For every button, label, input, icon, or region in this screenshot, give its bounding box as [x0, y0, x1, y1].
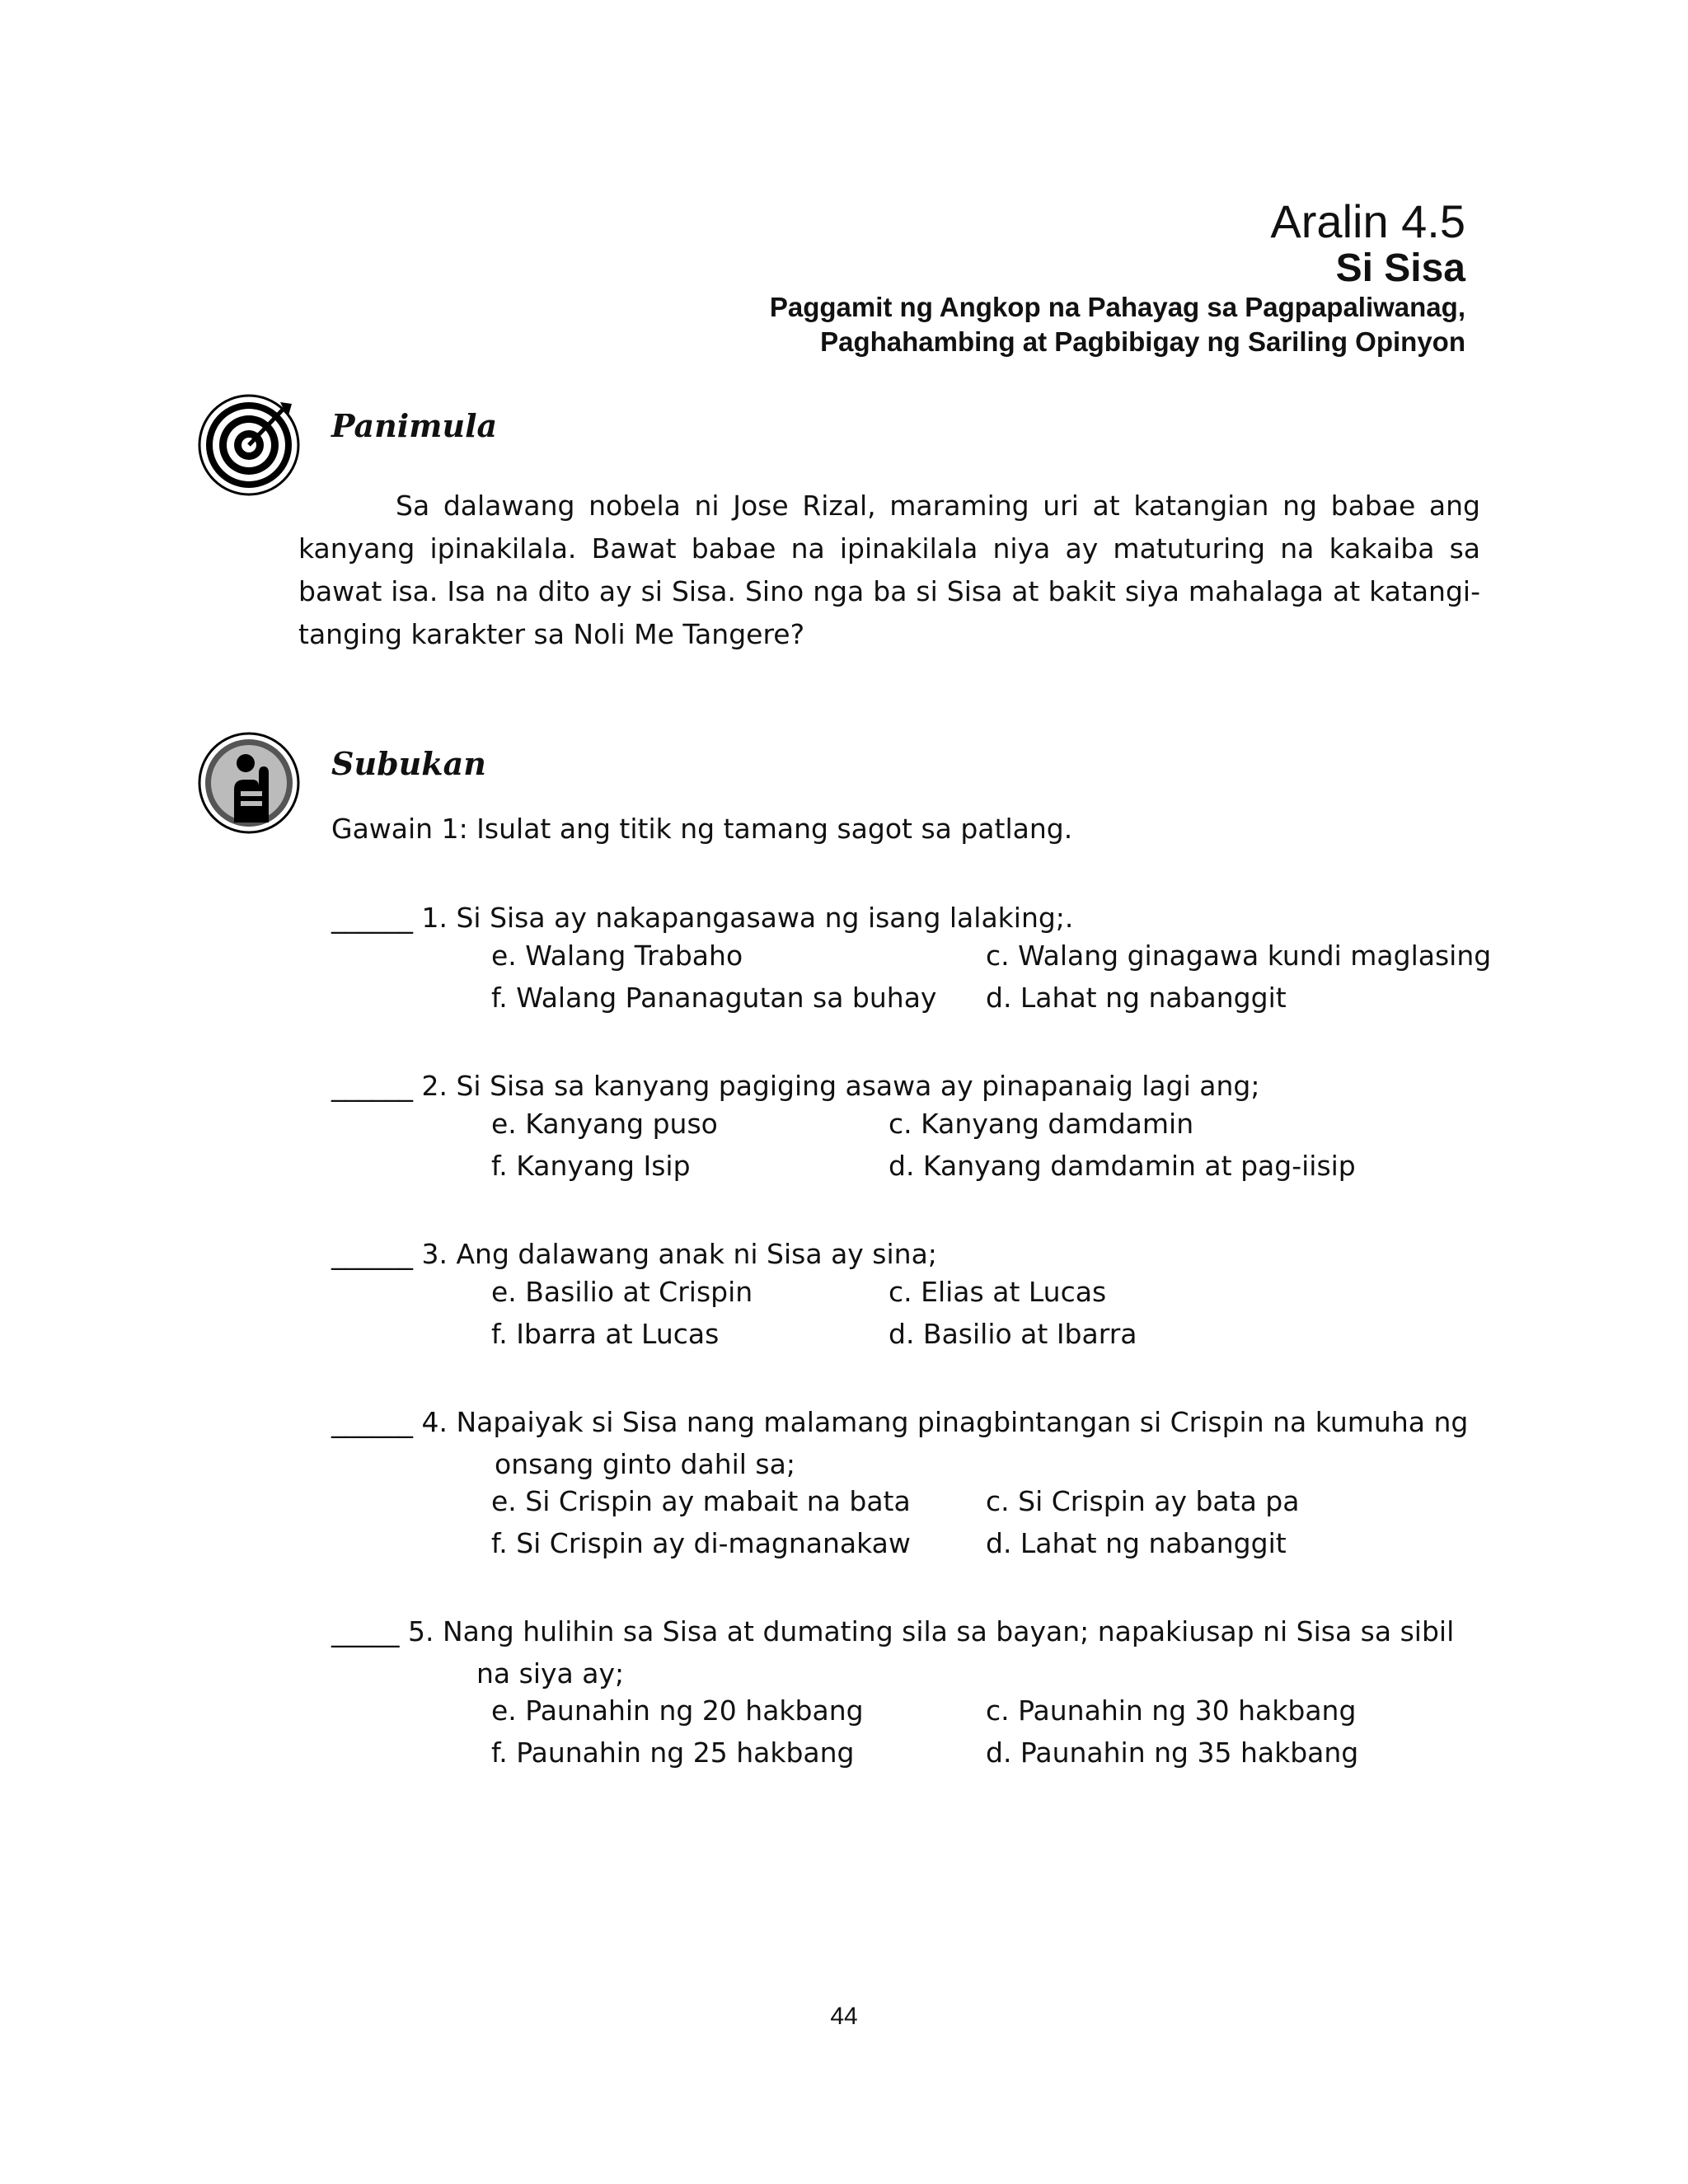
- intro-text: Sa dalawang nobela ni Jose Rizal, maraming uri at katangian ng babae ang kanyang ipinakilala. Bawat babae na ipinakilala niya ay matuturing na kakaiba sa bawat isa. Isa na dito ay si Sisa. Sino nga ba si Sisa at bakit siya mahalaga at katangi-tanging karakter sa Noli Me Tangere?: [298, 490, 1480, 650]
- question-5-option-e: e. Paunahin ng 20 hakbang: [491, 1694, 864, 1727]
- question-3-option-d: d. Basilio at Ibarra: [889, 1318, 1137, 1350]
- raised-hand-icon: [198, 732, 300, 834]
- question-1-option-e: e. Walang Trabaho: [491, 940, 743, 972]
- question-4-option-c: c. Si Crispin ay bata pa: [986, 1485, 1300, 1517]
- question-3-option-f: f. Ibarra at Lucas: [491, 1318, 720, 1350]
- question-3: [331, 1233, 937, 1275]
- question-2-option-e: e. Kanyang puso: [491, 1108, 718, 1140]
- question-5-stem-continued: na siya ay;: [476, 1657, 625, 1690]
- target-icon: [198, 394, 300, 496]
- lesson-subtitle-line1: Paggamit ng Angkop na Pahayag sa Pagpapaliwanag,: [769, 292, 1465, 322]
- page-number: 44: [830, 2003, 858, 2030]
- lesson-title: Si Sisa: [1335, 246, 1465, 290]
- question-1-stem: ______ 1. Si Sisa ay nakapangasawa ng isang lalaking;.: [331, 902, 1074, 934]
- question-4: [331, 1401, 1468, 1485]
- question-2-option-c: c. Kanyang damdamin: [889, 1108, 1194, 1140]
- subukan-heading: Subukan: [331, 745, 486, 782]
- question-5-option-f: f. Paunahin ng 25 hakbang: [491, 1736, 855, 1769]
- question-5-option-d: d. Paunahin ng 35 hakbang: [986, 1736, 1359, 1769]
- question-1-option-c: c. Walang ginagawa kundi maglasing: [986, 940, 1492, 972]
- question-2: [331, 1065, 1259, 1107]
- panimula-heading: Panimula: [331, 407, 498, 444]
- lesson-number: Aralin 4.5: [1270, 195, 1465, 247]
- instruction-text: Gawain 1: Isulat ang titik ng tamang sagot sa patlang.: [331, 813, 1073, 845]
- question-4-option-e: e. Si Crispin ay mabait na bata: [491, 1485, 911, 1517]
- question-5: [331, 1610, 1454, 1694]
- intro-paragraph: [298, 485, 1480, 656]
- question-1-option-d: d. Lahat ng nabanggit: [986, 982, 1287, 1014]
- lesson-subtitle-line2: Paghahambing at Pagbibigay ng Sariling Opinyon: [820, 326, 1465, 357]
- question-3-option-e: e. Basilio at Crispin: [491, 1276, 753, 1308]
- question-4-option-d: d. Lahat ng nabanggit: [986, 1527, 1287, 1559]
- question-4-stem-continued: onsang ginto dahil sa;: [495, 1448, 795, 1480]
- question-5-stem: _____ 5. Nang hulihin sa Sisa at dumating sila sa bayan; napakiusap ni Sisa sa sibil: [331, 1615, 1455, 1647]
- question-5-option-c: c. Paunahin ng 30 hakbang: [986, 1694, 1357, 1727]
- question-2-option-f: f. Kanyang Isip: [491, 1150, 691, 1182]
- question-4-option-f: f. Si Crispin ay di-magnanakaw: [491, 1527, 911, 1559]
- question-3-option-c: c. Elias at Lucas: [889, 1276, 1107, 1308]
- question-3-stem: ______ 3. Ang dalawang anak ni Sisa ay sina;: [331, 1238, 937, 1270]
- question-4-stem: ______ 4. Napaiyak si Sisa nang malamang pinagbintangan si Crispin na kumuha ng: [331, 1406, 1469, 1438]
- question-1-option-f: f. Walang Pananagutan sa buhay: [491, 982, 937, 1014]
- question-2-stem: ______ 2. Si Sisa sa kanyang pagiging asawa ay pinapanaig lagi ang;: [331, 1070, 1260, 1102]
- question-1: [331, 897, 1073, 939]
- question-2-option-d: d. Kanyang damdamin at pag-iisip: [889, 1150, 1356, 1182]
